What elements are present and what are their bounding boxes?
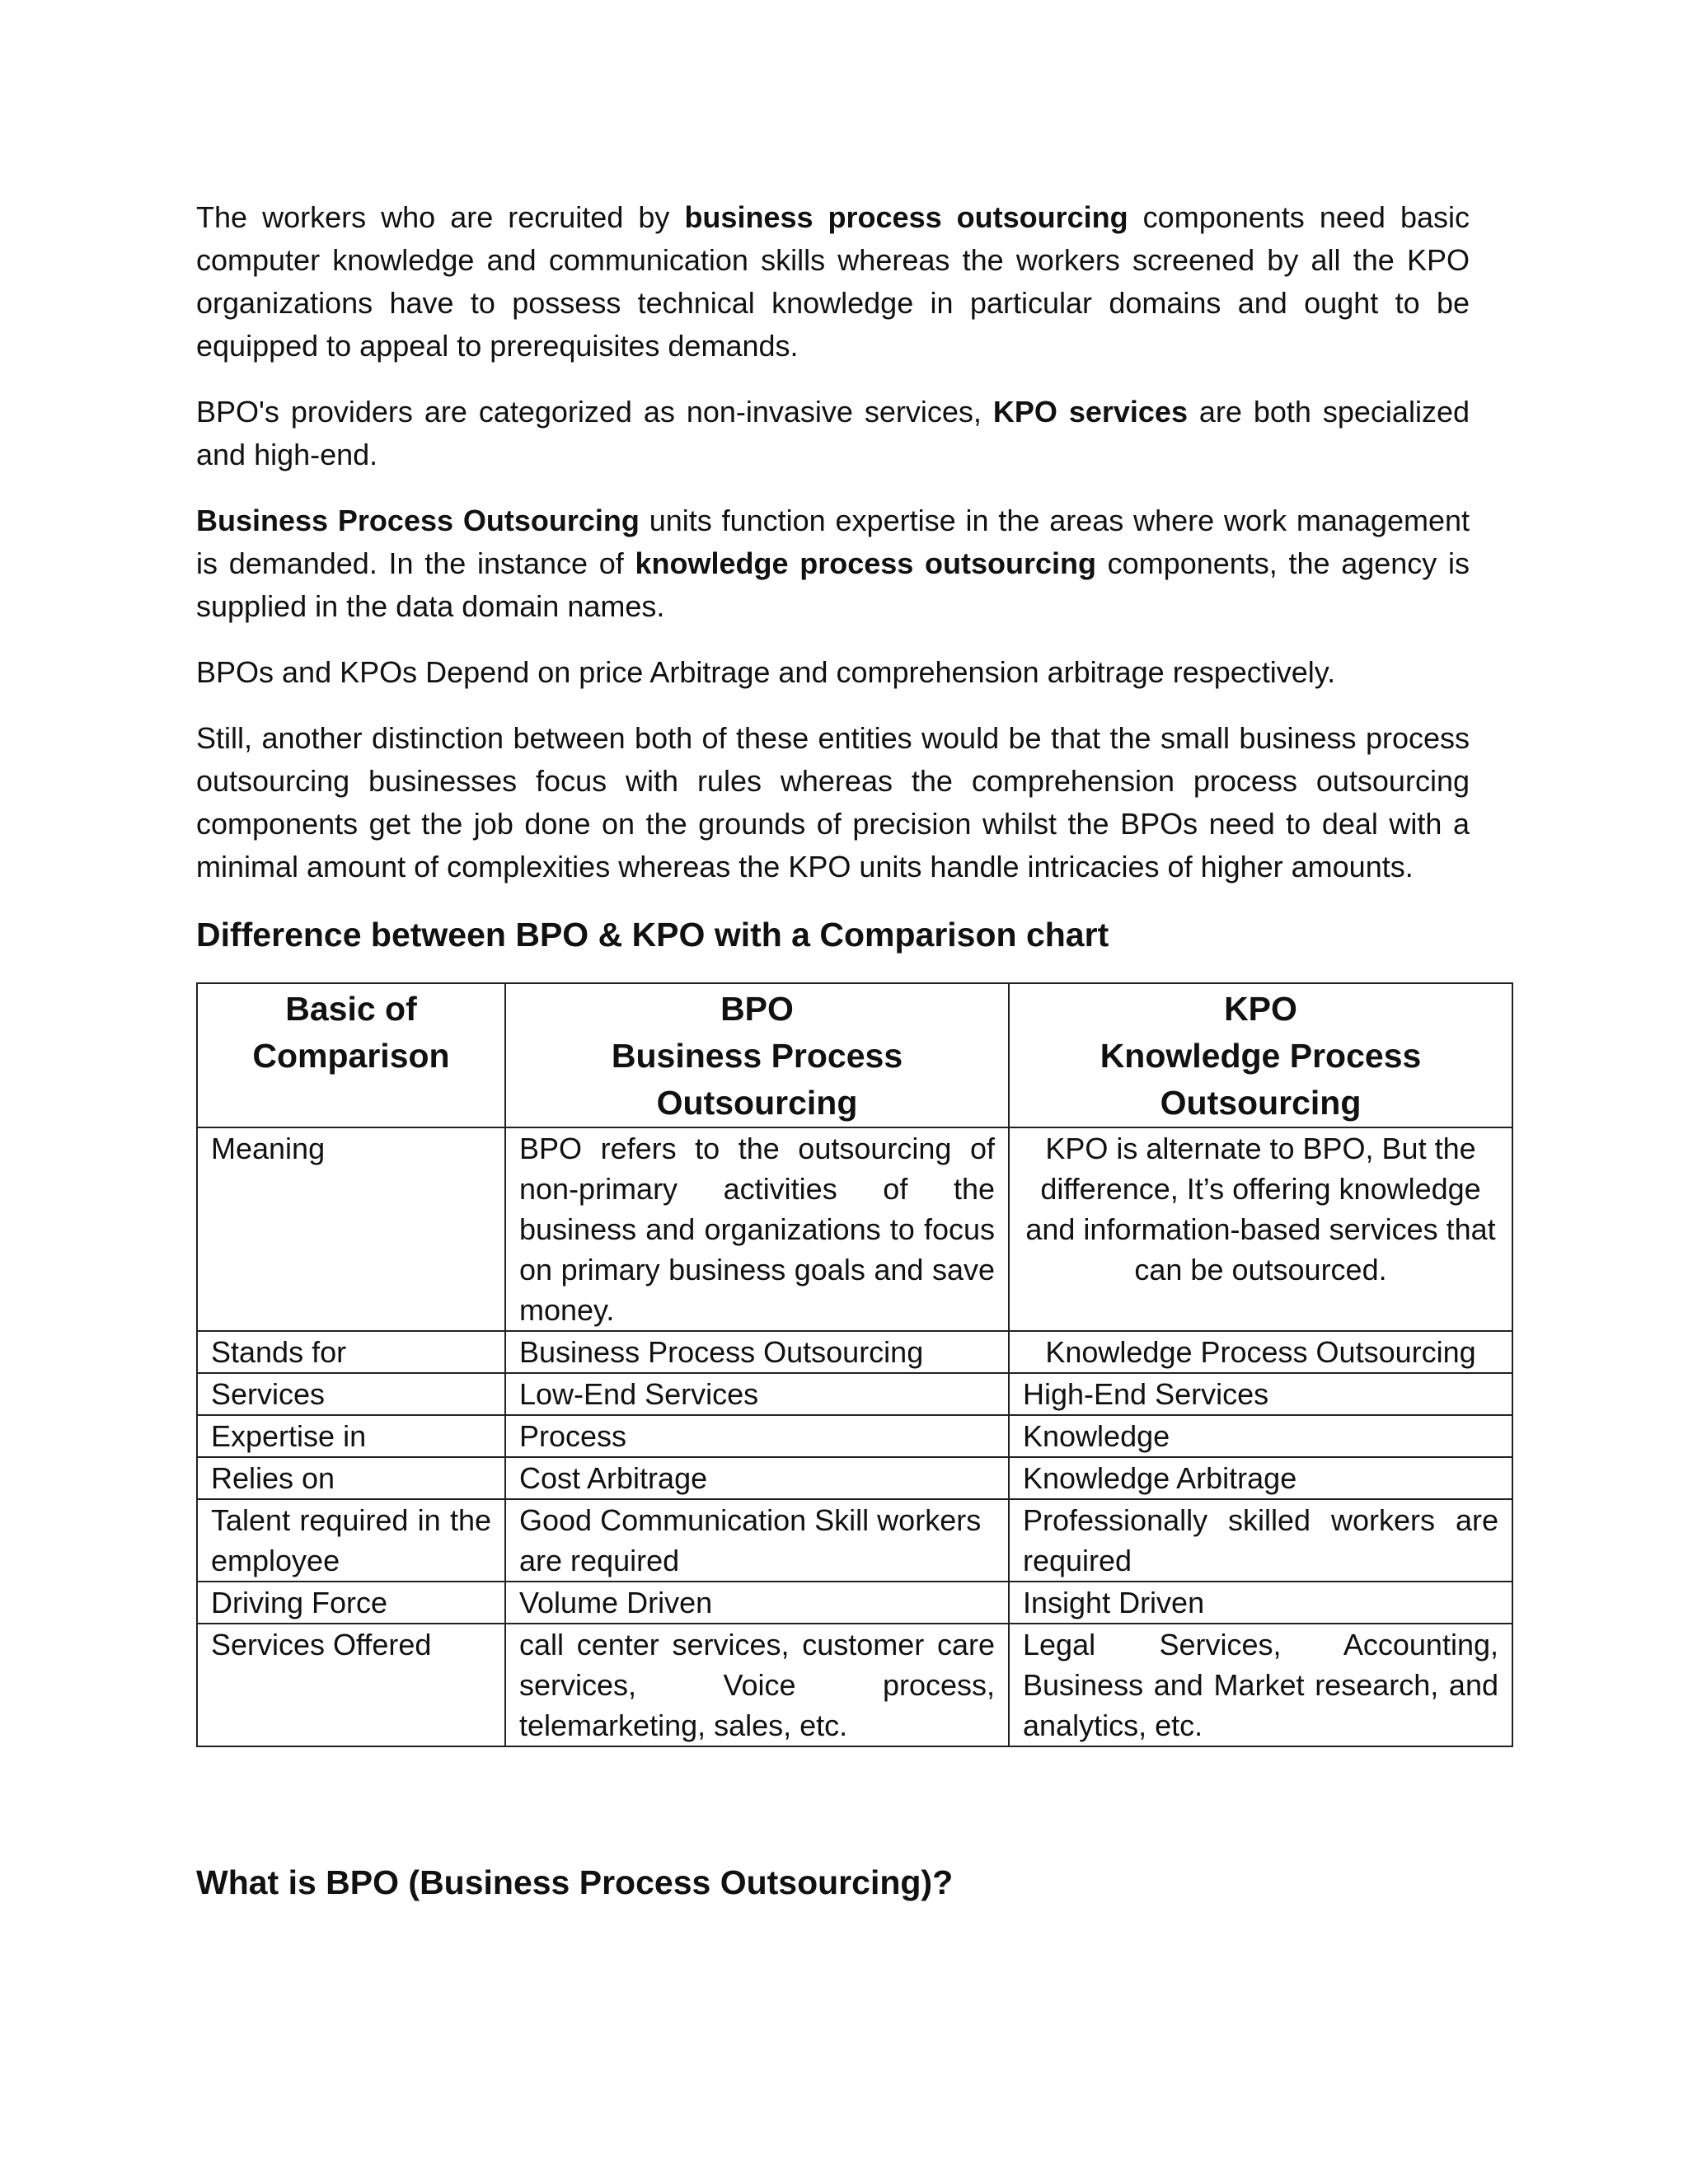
comparison-table	[196, 982, 1513, 1747]
cell-bpo: Cost Arbitrage	[505, 1457, 1009, 1499]
cell-bpo: Good Communication Skill workers are required	[505, 1499, 1009, 1582]
cell-basis: Driving Force	[197, 1582, 505, 1624]
para-3-seg-1: Business Process Outsourcing	[196, 504, 640, 537]
header-kpo	[1009, 983, 1512, 1127]
cell-kpo: Knowledge Arbitrage	[1009, 1457, 1512, 1499]
cell-basis: Stands for	[197, 1331, 505, 1373]
header-kpo-line1: KPO	[1224, 990, 1297, 1028]
cell-kpo: High-End Services	[1009, 1373, 1512, 1415]
cell-basis: Services Offered	[197, 1624, 505, 1746]
cell-bpo: BPO refers to the outsourcing of non-primary activities of the business and organizations to focus on primary business goals and save money.	[505, 1127, 1009, 1331]
paragraph-1	[196, 196, 1470, 368]
paragraph-3	[196, 499, 1470, 628]
cell-bpo: Low-End Services	[505, 1373, 1009, 1415]
para-1-seg-3: components need basic computer knowledge and communication skills whereas the workers screened by all the KPO organizations have to possess technical knowledge in particular domains and ought to be equipped to appeal to prerequisites demands.	[196, 200, 1470, 363]
cell-basis: Relies on	[197, 1457, 505, 1499]
header-basis-line1: Basic of	[285, 990, 417, 1028]
para-3-seg-4: components, the agency is supplied in the data domain names.	[196, 546, 1470, 623]
para-2-seg-2: KPO services	[992, 395, 1188, 429]
table-header-row	[197, 983, 1512, 1127]
table-row	[197, 1499, 1512, 1582]
header-kpo-line2: Knowledge Process Outsourcing	[1100, 1037, 1422, 1122]
para-1-seg-2: business process outsourcing	[684, 200, 1128, 234]
comparison-heading: Difference between BPO & KPO with a Comparison chart	[196, 916, 1109, 954]
table-row	[197, 1582, 1512, 1624]
paragraph-2	[196, 391, 1470, 476]
cell-kpo: KPO is alternate to BPO, But the difference, It’s offering knowledge and information-based services that can be outsourced.	[1009, 1127, 1512, 1331]
para-2-seg-1: BPO's providers are categorized as non-invasive services,	[196, 395, 993, 429]
cell-bpo: Business Process Outsourcing	[505, 1331, 1009, 1373]
table-row	[197, 1457, 1512, 1499]
para-5-seg-1: Still, another distinction between both of these entities would be that the small business process outsourcing businesses focus with rules whereas the comprehension process outsourcing components get the job done on the grounds of precision whilst the BPOs need to deal with a minimal amount of complexities whereas the KPO units handle intricacies of higher amounts.	[196, 721, 1470, 883]
cell-kpo: Knowledge	[1009, 1415, 1512, 1457]
cell-bpo: call center services, customer care services, Voice process, telemarketing, sales, etc.	[505, 1624, 1009, 1746]
table-row	[197, 1373, 1512, 1415]
cell-kpo: Professionally skilled workers are required	[1009, 1499, 1512, 1582]
table-row	[197, 1127, 1512, 1331]
header-basis	[197, 983, 505, 1127]
cell-basis: Expertise in	[197, 1415, 505, 1457]
table-row	[197, 1624, 1512, 1746]
bpo-definition-heading: What is BPO (Business Process Outsourcing)?	[196, 1863, 954, 1901]
paragraph-5	[196, 717, 1470, 888]
cell-kpo: Legal Services, Accounting, Business and Market research, and analytics, etc.	[1009, 1624, 1512, 1746]
cell-kpo: Insight Driven	[1009, 1582, 1512, 1624]
cell-basis: Services	[197, 1373, 505, 1415]
cell-kpo: Knowledge Process Outsourcing	[1009, 1331, 1512, 1373]
cell-basis: Talent required in the employee	[197, 1499, 505, 1582]
header-bpo	[505, 983, 1009, 1127]
body-text	[196, 196, 1470, 958]
para-2-seg-3: are both specialized and high-end.	[196, 395, 1470, 471]
para-3-seg-3: knowledge process outsourcing	[635, 546, 1096, 580]
header-bpo-line2: Business Process Outsourcing	[611, 1037, 903, 1122]
paragraph-4	[196, 651, 1470, 694]
table-row	[197, 1415, 1512, 1457]
para-1-seg-1: The workers who are recruited by	[196, 200, 685, 234]
header-bpo-line1: BPO	[720, 990, 794, 1028]
cell-bpo: Process	[505, 1415, 1009, 1457]
cell-basis: Meaning	[197, 1127, 505, 1331]
header-basis-line2: Comparison	[252, 1037, 450, 1075]
para-3-seg-2: units function expertise in the areas where work management is demanded. In the instance of	[196, 504, 1470, 580]
table-row	[197, 1331, 1512, 1373]
cell-bpo: Volume Driven	[505, 1582, 1009, 1624]
para-4-seg-1: BPOs and KPOs Depend on price Arbitrage and comprehension arbitrage respectively.	[196, 655, 1336, 689]
